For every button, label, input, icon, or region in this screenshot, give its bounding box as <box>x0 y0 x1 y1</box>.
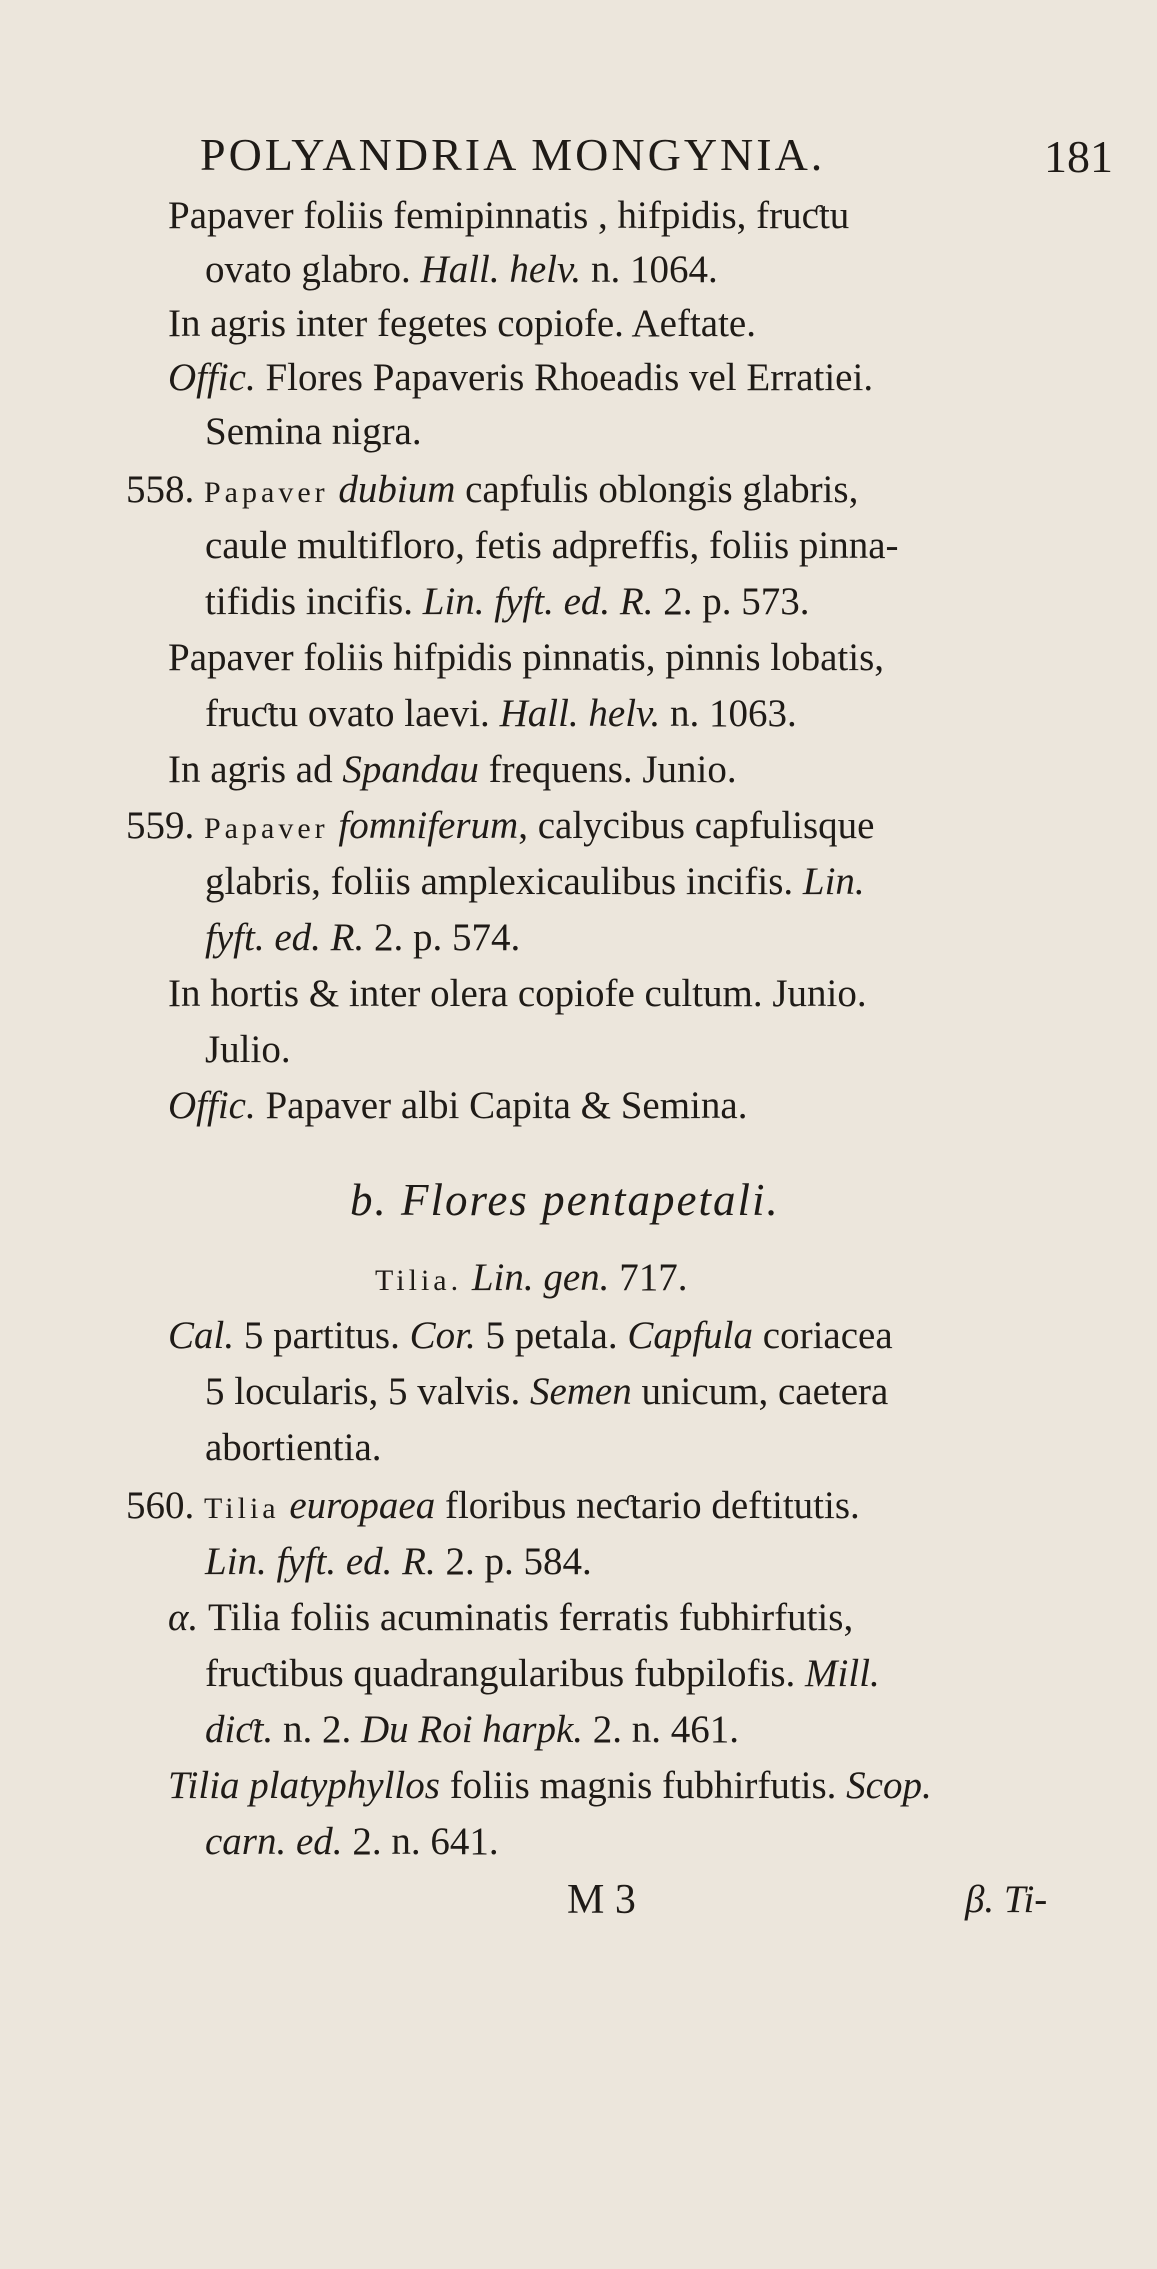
text-line: tifidis incifis. Lin. fyft. ed. R. 2. p. 573. <box>205 580 810 623</box>
species-entry-559: 559. Papaver fomniferum, calycibus capfulisque <box>126 804 875 847</box>
species-epithet: dubium <box>338 468 456 511</box>
species-epithet: europaea <box>289 1484 436 1527</box>
officinal-label: Offic. <box>168 356 256 399</box>
place-name: Spandau <box>342 748 479 791</box>
citation: Lin. <box>802 860 865 903</box>
variety-marker: α. <box>168 1596 199 1639</box>
text-line: carn. ed. 2. n. 641. <box>205 1820 499 1863</box>
text-line: fruƈtibus quadrangularibus fubpilofis. Mill. <box>205 1652 880 1695</box>
species-epithet: fomniferum <box>338 804 519 847</box>
genus-name: Papaver <box>204 812 329 845</box>
officinal-label: Offic. <box>168 1084 256 1127</box>
text-line: Semina nigra. <box>205 410 422 453</box>
citation: Hall. helv. <box>420 248 582 291</box>
citation: fyft. ed. R. <box>205 916 365 959</box>
text-line: diƈt. n. 2. Du Roi harpk. 2. n. 461. <box>205 1708 740 1751</box>
entry-number: 559. <box>126 804 195 847</box>
page-header <box>200 128 1113 188</box>
entry-number: 558. <box>126 468 195 511</box>
catchword: β. Ti- <box>965 1878 1048 1921</box>
citation: Lin. fyft. ed. R. <box>422 580 654 623</box>
entry-number: 560. <box>126 1484 195 1527</box>
text-line: Offic. Flores Papaveris Rhoeadis vel Erratiei. <box>168 356 874 399</box>
species-entry-558: 558. Papaver dubium capfulis oblongis glabris, <box>126 468 859 511</box>
citation: Lin. fyft. ed. R. <box>205 1540 436 1583</box>
text-line: glabris, foliis amplexicaulibus incifis. Lin. <box>205 860 865 903</box>
running-title: POLYANDRIA MONGYNIA. <box>200 129 826 180</box>
text-line: ovato glabro. Hall. helv. n. 1064. <box>205 248 718 291</box>
text-line: fyft. ed. R. 2. p. 574. <box>205 916 521 959</box>
text-line: abortientia. <box>205 1426 382 1469</box>
text-line: fruƈtu ovato laevi. Hall. helv. n. 1063. <box>205 692 797 735</box>
text-line: In agris ad Spandau frequens. Junio. <box>168 748 737 791</box>
page-number: 181 <box>1044 131 1113 182</box>
genus-heading: Tilia. Lin. gen. 717. <box>375 1256 688 1299</box>
text-line: Offic. Papaver albi Capita & Semina. <box>168 1084 748 1127</box>
genus-name: Papaver <box>204 476 329 509</box>
genus-name: Tilia <box>204 1492 280 1525</box>
citation: Mill. <box>805 1652 880 1695</box>
text-line: In agris inter fegetes copiofe. Aeftate. <box>168 302 756 345</box>
text-line: Tilia platyphyllos foliis magnis fubhirfutis. Scop. <box>168 1764 932 1807</box>
text-line: 5 locularis, 5 valvis. Semen unicum, caetera <box>205 1370 889 1413</box>
text-line: caule multifloro, fetis adpreffis, foliis pinna- <box>205 524 899 567</box>
text-line: In hortis & inter olera copiofe cultum. Junio. <box>168 972 867 1015</box>
species-entry-560: 560. Tilia europaea floribus neƈtario deftitutis. <box>126 1484 860 1527</box>
citation: Hall. helv. <box>499 692 661 735</box>
text-line: Julio. <box>205 1028 291 1071</box>
text-line: Lin. fyft. ed. R. 2. p. 584. <box>205 1540 592 1583</box>
text-line: Papaver foliis hifpidis pinnatis, pinnis lobatis, <box>168 636 885 679</box>
text-line: α. Tilia foliis acuminatis ferratis fubhirfutis, <box>168 1596 854 1639</box>
text-line: Papaver foliis femipinnatis , hifpidis, fruƈtu <box>168 194 850 237</box>
signature-mark: M 3 <box>567 1877 636 1923</box>
citation: Lin. gen. <box>462 1256 610 1299</box>
genus-name: Tilia. <box>375 1264 463 1297</box>
text-line: Cal. 5 partitus. Cor. 5 petala. Capfula coriacea <box>168 1314 893 1357</box>
section-heading: b. Flores pentapetali. <box>350 1175 780 1225</box>
